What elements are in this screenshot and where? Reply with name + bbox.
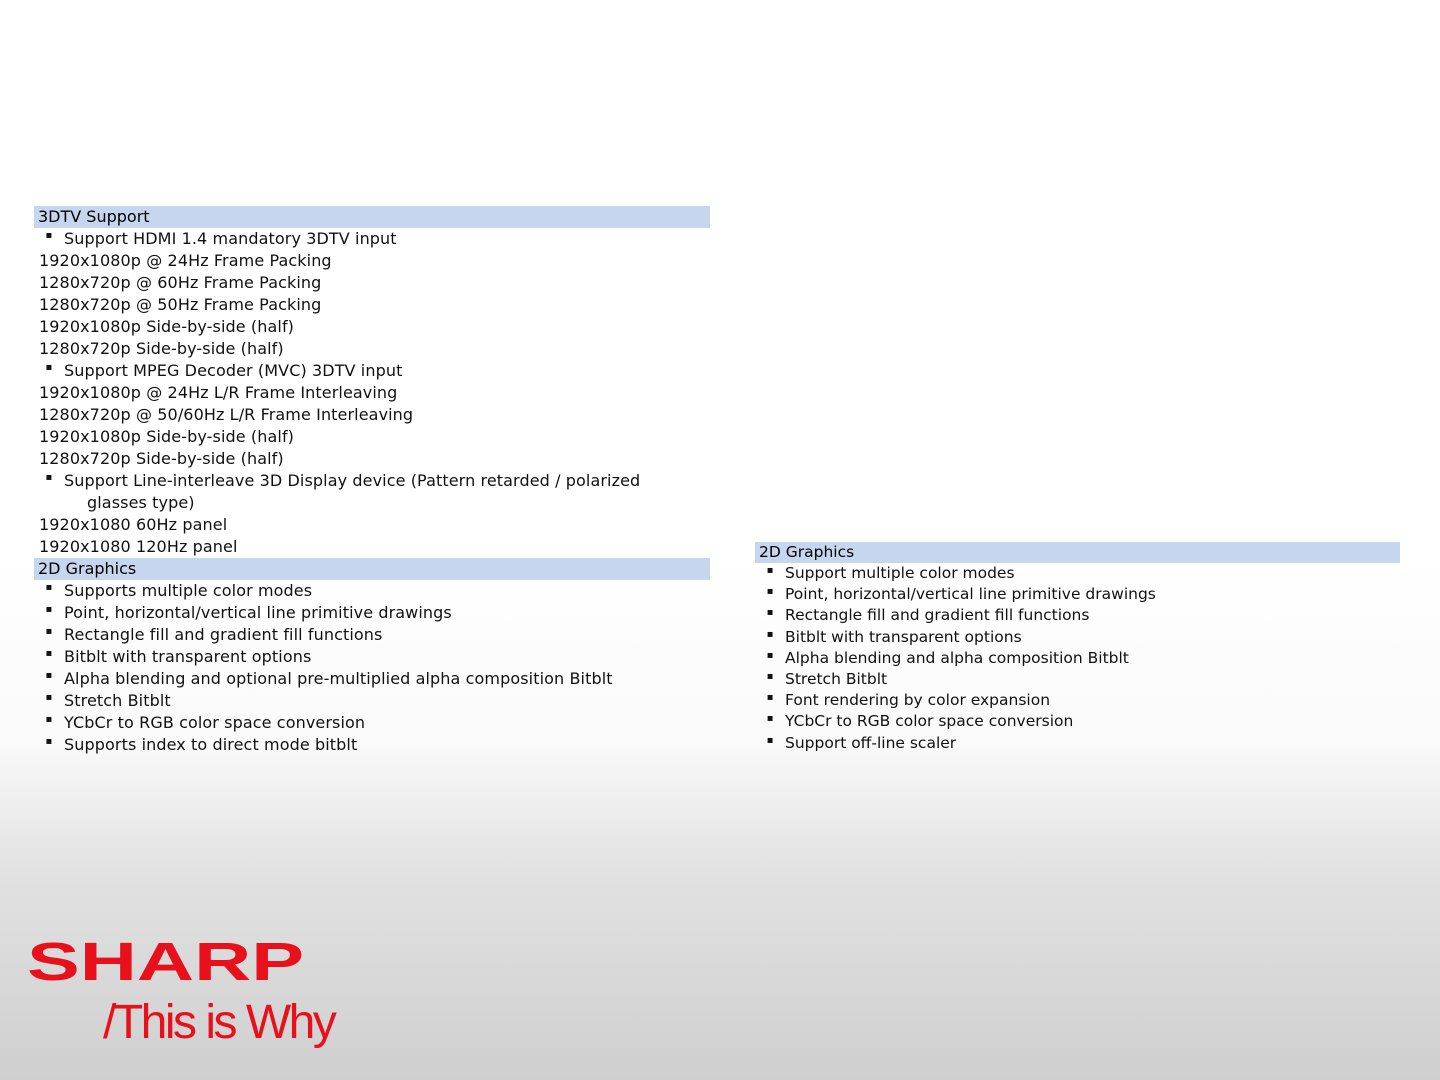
list-item: 1280x720p Side-by-side (half)	[39, 449, 284, 468]
list-item-text: Point, horizontal/vertical line primitive drawings	[785, 585, 1156, 604]
list-item	[755, 690, 1400, 711]
list-item	[755, 627, 1400, 648]
list-item-text: Bitblt with transparent options	[785, 627, 1022, 646]
list-item-text: Stretch Bitblt	[785, 669, 888, 688]
sharp-logo-mark	[27, 938, 307, 984]
list-item	[34, 712, 710, 734]
list-item-text: Support multiple color modes	[785, 564, 1015, 582]
list-item: 1920x1080p @ 24Hz Frame Packing	[39, 251, 332, 270]
list-item	[755, 669, 1400, 690]
list-item-text: Support MPEG Decoder (MVC) 3DTV input	[64, 361, 403, 380]
list-item: 1280x720p @ 50Hz Frame Packing	[39, 295, 322, 314]
list-item	[755, 563, 1400, 584]
bullet-icon: ▪	[766, 734, 774, 746]
list-item-text: Bitblt with transparent options	[64, 647, 312, 666]
list-item: 1280x720p @ 50/60Hz L/R Frame Interleaving	[39, 405, 414, 424]
list-item-text: Support Line-interleave 3D Display device (Pattern retarded / polarized	[64, 471, 641, 490]
bullet-icon: ▪	[766, 692, 774, 704]
list-item	[34, 360, 710, 382]
list-item: 1920x1080 120Hz panel	[39, 537, 238, 556]
section-header: 3DTV Support	[34, 206, 710, 228]
list-item-text: Supports index to direct mode bitblt	[64, 735, 358, 754]
list-item	[34, 470, 710, 492]
list-item-text: Alpha blending and alpha composition Bitblt	[785, 648, 1129, 667]
list-item	[755, 584, 1400, 605]
list-item-text: Font rendering by color expansion	[785, 691, 1051, 710]
list-item: 1920x1080p Side-by-side (half)	[39, 317, 295, 336]
section-2d-graphics	[34, 558, 710, 756]
bullet-icon: ▪	[766, 607, 774, 619]
list-item	[34, 646, 710, 668]
list-item	[34, 734, 710, 756]
bullet-icon: ▪	[45, 230, 53, 241]
bullet-icon: ▪	[45, 626, 53, 637]
list-item: 1280x720p Side-by-side (half)	[39, 339, 284, 358]
list-item-text: Support off-line scaler	[785, 733, 957, 752]
list-item	[34, 624, 710, 646]
bullet-icon: ▪	[45, 604, 53, 615]
list-item	[34, 228, 710, 250]
bullet-icon: ▪	[766, 713, 774, 725]
list-item-text: YCbCr to RGB color space conversion	[785, 712, 1074, 731]
list-item: 1920x1080 60Hz panel	[39, 515, 228, 534]
list-item	[34, 580, 710, 602]
list-item	[34, 668, 710, 690]
right-spec-panel	[755, 542, 1400, 754]
list-item-text: Rectangle fill and gradient fill functions	[785, 606, 1090, 625]
sharp-logo-text: SHARP	[27, 938, 304, 984]
bullet-icon: ▪	[45, 472, 53, 483]
section-header: 2D Graphics	[755, 542, 1400, 563]
bullet-icon: ▪	[766, 565, 774, 576]
bullet-icon: ▪	[45, 736, 53, 747]
list-item	[755, 711, 1400, 732]
list-item: 1920x1080p @ 24Hz L/R Frame Interleaving	[39, 383, 398, 402]
list-item-text: Support HDMI 1.4 mandatory 3DTV input	[64, 229, 397, 248]
bullet-icon: ▪	[766, 586, 774, 598]
list-item: 1920x1080p Side-by-side (half)	[39, 427, 295, 446]
list-item-text: Stretch Bitblt	[64, 691, 171, 710]
list-item-text: Supports multiple color modes	[64, 581, 313, 600]
list-item-text: Alpha blending and optional pre-multiplied alpha composition Bitblt	[64, 669, 613, 688]
section-3dtv-support	[34, 206, 710, 558]
list-item: 1280x720p @ 60Hz Frame Packing	[39, 273, 322, 292]
bullet-icon: ▪	[45, 670, 53, 681]
brand-tagline: /This is Why	[103, 996, 335, 1049]
sharp-logo	[27, 938, 307, 988]
bullet-icon: ▪	[45, 692, 53, 703]
list-item	[755, 648, 1400, 669]
list-item-text: Point, horizontal/vertical line primitive drawings	[64, 603, 452, 622]
bullet-icon: ▪	[45, 362, 53, 373]
bullet-icon: ▪	[766, 670, 774, 682]
list-item	[34, 602, 710, 624]
bullet-icon: ▪	[766, 649, 774, 661]
list-item-text: YCbCr to RGB color space conversion	[64, 713, 366, 732]
bullet-icon: ▪	[45, 714, 53, 725]
bullet-icon: ▪	[766, 628, 774, 640]
list-item	[755, 733, 1400, 754]
left-spec-panel	[34, 206, 710, 756]
section-header: 2D Graphics	[34, 558, 710, 580]
list-item-text: Rectangle fill and gradient fill functions	[64, 625, 383, 644]
bullet-icon: ▪	[45, 582, 53, 593]
list-item	[34, 690, 710, 712]
list-item: glasses type)	[87, 493, 195, 512]
bullet-icon: ▪	[45, 648, 53, 659]
list-item	[755, 605, 1400, 626]
